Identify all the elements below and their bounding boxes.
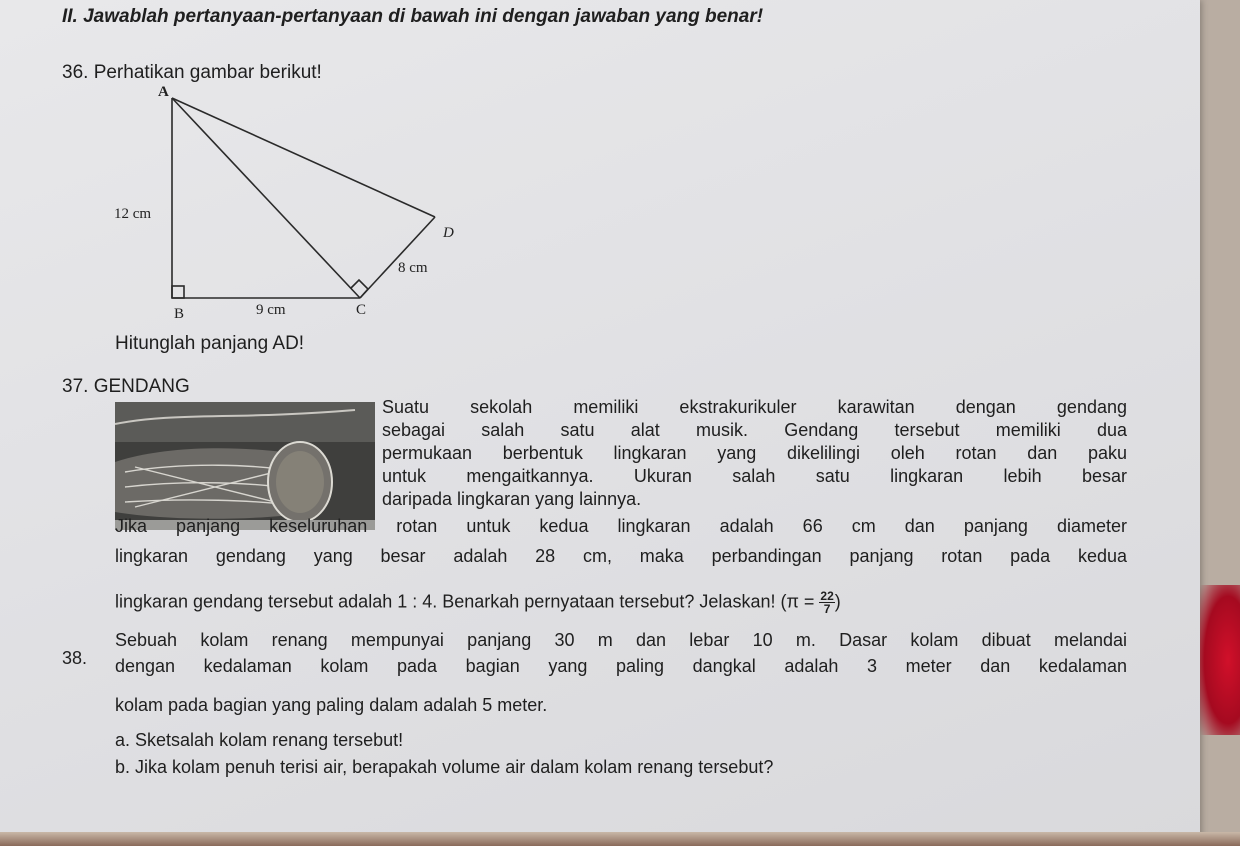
pi-numerator: 22 [820, 589, 834, 603]
table-edge [0, 832, 1240, 846]
q37-line: lingkaran gendang tersebut adalah 1 : 4. Benarkah pernyataan tersebut? Jelaskan! (π = [115, 591, 815, 612]
drum-photo [115, 402, 375, 530]
label-d: D [443, 225, 454, 241]
q38-option-b: b. Jika kolam penuh terisi air, berapakah volume air dalam kolam renang tersebut? [115, 757, 774, 777]
q38-line: Sebuah kolam renang mempunyai panjang 30 m dan lebar 10 m. Dasar kolam dibuat melandai [115, 630, 1127, 650]
label-c: C [356, 302, 367, 318]
label-a: A [158, 84, 169, 100]
q36-question: Hitunglah panjang AD! [115, 333, 305, 354]
q37-line-pi [115, 590, 841, 615]
red-cloth-background [1200, 585, 1240, 735]
triangle-diagram [100, 80, 480, 325]
q38-line: dengan kedalaman kolam pada bagian yang paling dangkal adalah 3 meter dan kedalaman [115, 656, 1127, 676]
q37-para-line: daripada lingkaran yang lainnya. [382, 489, 642, 509]
label-bc: 9 cm [256, 302, 286, 318]
label-ab: 12 cm [114, 206, 152, 222]
pi-fraction [819, 590, 834, 615]
segment-ac [172, 98, 360, 298]
q37-heading: 37. GENDANG [62, 376, 190, 397]
pi-denominator: 7 [823, 602, 831, 616]
pi-close: ) [834, 591, 841, 612]
label-b: B [174, 306, 185, 322]
right-angle-c [351, 280, 368, 298]
q36-heading: 36. Perhatikan gambar berikut! [62, 62, 322, 83]
q37-line: lingkaran gendang yang besar adalah 28 cm, maka perbandingan panjang rotan pada kedua [115, 546, 1127, 566]
q37-para-line: Suatu sekolah memiliki ekstrakurikuler karawitan dengan gendang [382, 397, 1127, 417]
label-cd: 8 cm [398, 260, 428, 276]
right-angle-b [172, 286, 184, 298]
q37-para-line: sebagai salah satu alat musik. Gendang tersebut memiliki dua [382, 420, 1127, 440]
q37-paragraph [382, 396, 1127, 511]
segment-cd [360, 217, 435, 298]
q37-para-line: permukaan berbentuk lingkaran yang dikelilingi oleh rotan dan paku [382, 443, 1127, 463]
q37-para-line: untuk mengaitkannya. Ukuran salah satu lingkaran lebih besar [382, 466, 1127, 486]
section-title: II. Jawablah pertanyaan-pertanyaan di bawah ini dengan jawaban yang benar! [62, 6, 764, 27]
segment-ad [172, 98, 435, 217]
q37-line: Jika panjang keseluruhan rotan untuk kedua lingkaran adalah 66 cm dan panjang diameter [115, 516, 1127, 536]
q38-number: 38. [62, 648, 88, 668]
q38-option-a: a. Sketsalah kolam renang tersebut! [115, 730, 404, 750]
q38-line: kolam pada bagian yang paling dalam adalah 5 meter. [115, 695, 548, 715]
